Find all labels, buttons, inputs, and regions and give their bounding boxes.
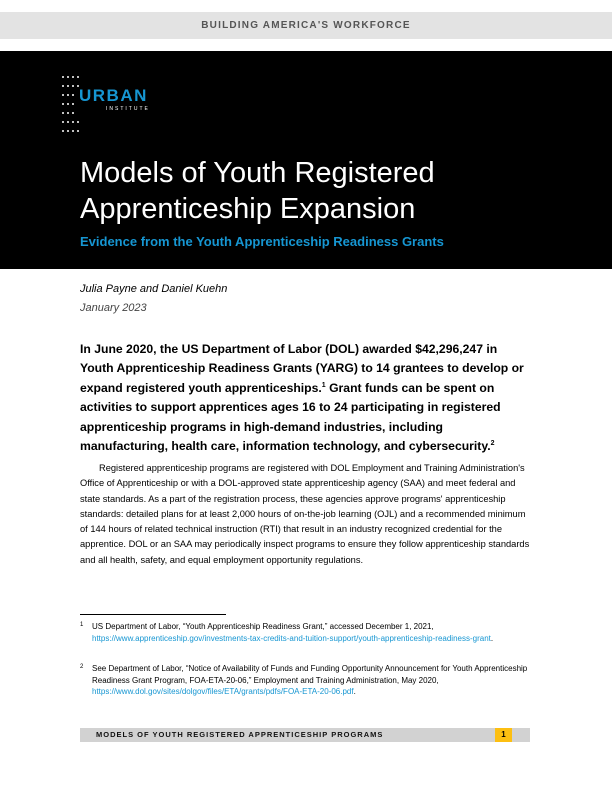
footer-title: MODELS OF YOUTH REGISTERED APPRENTICESHIP PROGRAMS bbox=[96, 730, 384, 739]
footnote-link[interactable]: https://www.dol.gov/sites/dolgov/files/ETA/grants/pdfs/FOA-ETA-20-06.pdf bbox=[92, 687, 354, 697]
lead-text-2: Grant funds can be spent on activities to support apprentices ages 16 to 24 participating in registered apprenticeship programs in high-demand industries, including manufacturing, health care, information technology, and cybersecurity. bbox=[80, 380, 501, 454]
footnote-1 bbox=[80, 621, 532, 644]
page-title: Models of Youth Registered Apprenticeship Expansion bbox=[80, 157, 435, 225]
header-band bbox=[0, 12, 612, 39]
publication-date: January 2023 bbox=[80, 302, 147, 314]
logo-subword: INSTITUTE bbox=[106, 106, 150, 112]
footnote-after: . bbox=[353, 687, 356, 697]
footer-band bbox=[80, 728, 530, 742]
footnote-text: US Department of Labor, “Youth Apprenticeship Readiness Grant,” accessed December 1, 2021, bbox=[92, 622, 434, 631]
footnote-ref-2[interactable]: 2 bbox=[490, 439, 495, 447]
footnote-number: 2 bbox=[80, 664, 84, 670]
page-subtitle: Evidence from the Youth Apprenticeship Readiness Grants bbox=[80, 234, 444, 249]
page-number: 1 bbox=[495, 728, 512, 742]
body-paragraph: Registered apprenticeship programs are registered with DOL Employment and Training Administration's Office of Apprenticeship or with a DOL-approved state apprenticeship agency (SAA) and meet federal and state standards. As a part of the registration process, these agencies approve programs' apprenticeship standards: detailed plans for at least 2,000 hours of on-the-job learning (OJL) and a recommended minimum of 144 hours of related technical instruction (RTI) that result in an industry recognized credential for the apprentice. DOL or an SAA may periodically inspect programs to ensure they follow apprenticeship standards and all health, safety, and equal employment opportunity regulations. bbox=[80, 463, 530, 565]
footnote-body bbox=[92, 663, 532, 698]
lead-text-1: In June 2020, the US Department of Labor (DOL) awarded $42,296,247 in Youth Apprenticeship Readiness Grants (YARG) to 14 grantees to develop or expand registered youth apprenticeships. bbox=[80, 342, 524, 395]
footnote-body bbox=[92, 621, 532, 644]
authors: Julia Payne and Daniel Kuehn bbox=[80, 283, 228, 295]
header-band-title: BUILDING AMERICA'S WORKFORCE bbox=[201, 20, 411, 31]
footnote-divider bbox=[80, 614, 226, 615]
footnote-link[interactable]: https://www.apprenticeship.gov/investments-tax-credits-and-tuition-support/youth-apprenticeship-readiness-grant bbox=[92, 633, 491, 643]
lead-paragraph bbox=[80, 340, 530, 456]
footnote-text: See Department of Labor, “Notice of Availability of Funds and Funding Opportunity Announcement for Youth Apprenticeship Readiness Grant Program, FOA-ETA-20-06,” Employment and Training Administration, May 2020, bbox=[92, 664, 528, 685]
logo-wordmark: URBAN bbox=[79, 86, 148, 105]
footnote-number: 1 bbox=[80, 622, 84, 628]
footnote-after: . bbox=[490, 633, 494, 643]
footnote-2 bbox=[80, 663, 532, 698]
footnote-ref-1[interactable]: 1 bbox=[321, 381, 326, 389]
